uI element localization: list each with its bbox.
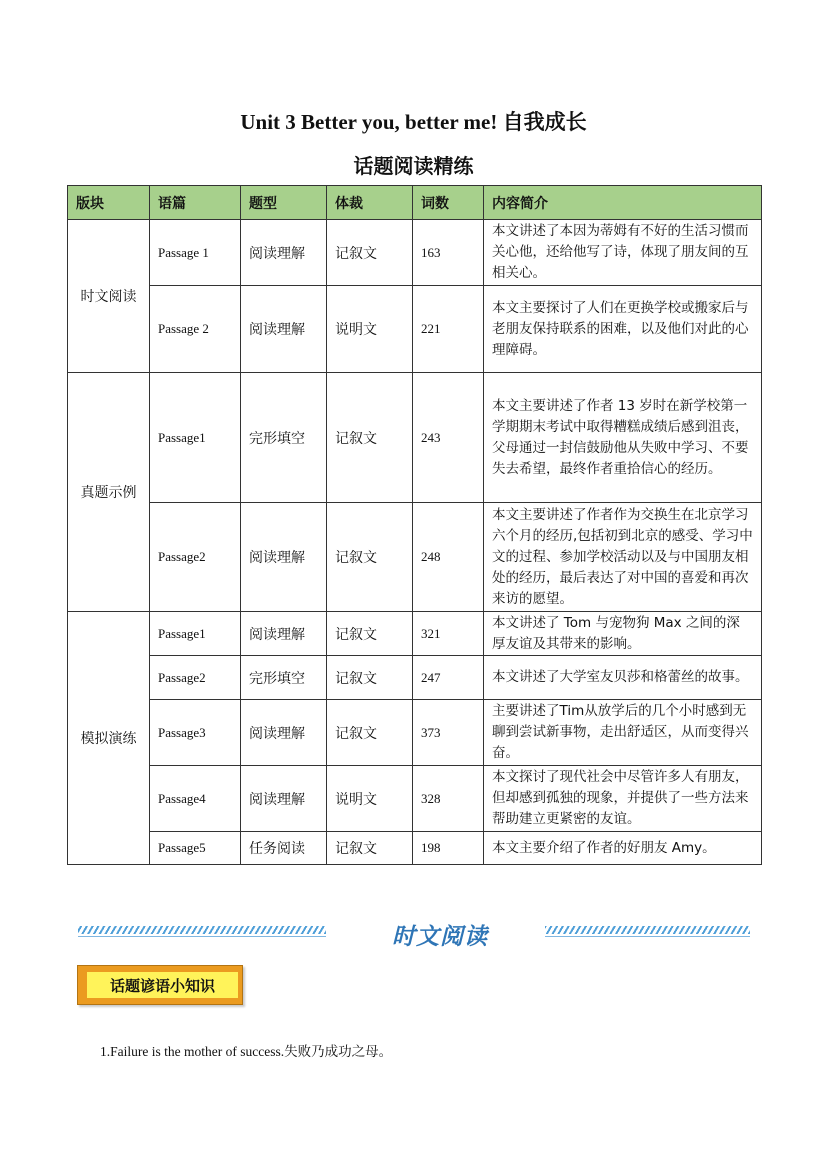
document-title: Unit 3 Better you, better me! 自我成长 (240, 110, 587, 134)
type-cell: 阅读理解 (241, 766, 327, 832)
intro-cell: 本文讲述了 Tom 与宠物狗 Max 之间的深厚友谊及其带来的影响。 (484, 612, 762, 656)
genre-cell: 记叙文 (327, 220, 413, 286)
block-cell: 模拟演练 (68, 612, 150, 865)
passage-cell: Passage2 (150, 656, 241, 700)
block-cell: 时文阅读 (68, 220, 150, 373)
passage-cell: Passage 2 (150, 286, 241, 373)
words-cell: 243 (413, 373, 484, 503)
genre-cell: 记叙文 (327, 612, 413, 656)
knowledge-label: 话题谚语小知识 (87, 972, 238, 998)
words-cell: 373 (413, 700, 484, 766)
table-row (68, 700, 762, 766)
intro-cell: 主要讲述了Tim从放学后的几个小时感到无聊到尝试新事物，走出舒适区，从而变得兴奋。 (484, 700, 762, 766)
header-cell: 词数 (413, 186, 484, 220)
type-cell: 任务阅读 (241, 832, 327, 865)
table-row (68, 503, 762, 612)
table-row (68, 286, 762, 373)
passage-cell: Passage3 (150, 700, 241, 766)
type-cell: 完形填空 (241, 656, 327, 700)
type-cell: 阅读理解 (241, 220, 327, 286)
intro-cell: 本文讲述了本因为蒂姆有不好的生活习惯而关心他，还给他写了诗，体现了朋友间的互相关心。 (484, 220, 762, 286)
table-row (68, 612, 762, 656)
decorative-line-right (545, 936, 750, 937)
header-cell: 题型 (241, 186, 327, 220)
document-subtitle: 话题阅读精练 (353, 154, 474, 178)
table-row (68, 832, 762, 865)
table-header-row (68, 186, 762, 220)
section-banner (0, 918, 827, 958)
intro-cell: 本文主要讲述了作者作为交换生在北京学习六个月的经历,包括初到北京的感受、学习中文的过程、参加学校活动以及与中国朋友相处的经历，最后表达了对中国的喜爱和再次来访的愿望。 (484, 503, 762, 612)
words-cell: 221 (413, 286, 484, 373)
intro-cell: 本文探讨了现代社会中尽管许多人有朋友，但却感到孤独的现象，并提供了一些方法来帮助建立更紧密的友谊。 (484, 766, 762, 832)
words-cell: 248 (413, 503, 484, 612)
decorative-stripe-left (78, 926, 326, 934)
intro-cell: 本文讲述了大学室友贝莎和格蕾丝的故事。 (484, 656, 762, 700)
genre-cell: 记叙文 (327, 700, 413, 766)
overview-table (67, 185, 762, 865)
block-cell: 真题示例 (68, 373, 150, 612)
genre-cell: 记叙文 (327, 832, 413, 865)
words-cell: 328 (413, 766, 484, 832)
header-cell: 内容简介 (484, 186, 762, 220)
decorative-stripe-right (545, 926, 750, 934)
intro-cell: 本文主要探讨了人们在更换学校或搬家后与老朋友保持联系的困难，以及他们对此的心理障碍。 (484, 286, 762, 373)
passage-cell: Passage1 (150, 612, 241, 656)
header-cell: 语篇 (150, 186, 241, 220)
type-cell: 阅读理解 (241, 286, 327, 373)
genre-cell: 说明文 (327, 286, 413, 373)
passage-cell: Passage1 (150, 373, 241, 503)
passage-cell: Passage2 (150, 503, 241, 612)
words-cell: 163 (413, 220, 484, 286)
knowledge-label-box (77, 965, 243, 1005)
genre-cell: 说明文 (327, 766, 413, 832)
type-cell: 阅读理解 (241, 700, 327, 766)
table-row (68, 220, 762, 286)
section-banner-title: 时文阅读 (392, 923, 488, 950)
words-cell: 321 (413, 612, 484, 656)
genre-cell: 记叙文 (327, 503, 413, 612)
decorative-line-left (78, 936, 326, 937)
type-cell: 阅读理解 (241, 612, 327, 656)
intro-cell: 本文主要介绍了作者的好朋友 Amy。 (484, 832, 762, 865)
table-row (68, 766, 762, 832)
words-cell: 247 (413, 656, 484, 700)
header-cell: 体裁 (327, 186, 413, 220)
words-cell: 198 (413, 832, 484, 865)
passage-cell: Passage5 (150, 832, 241, 865)
type-cell: 完形填空 (241, 373, 327, 503)
intro-cell: 本文主要讲述了作者 13 岁时在新学校第一学期期末考试中取得糟糕成绩后感到沮丧，父母通过一封信鼓励他从失败中学习、不要失去希望，最终作者重拾信心的经历。 (484, 373, 762, 503)
passage-cell: Passage 1 (150, 220, 241, 286)
type-cell: 阅读理解 (241, 503, 327, 612)
table-row (68, 373, 762, 503)
header-cell: 版块 (68, 186, 150, 220)
proverb-item: 1.Failure is the mother of success.失败乃成功之母。 (100, 1044, 393, 1059)
passage-cell: Passage4 (150, 766, 241, 832)
genre-cell: 记叙文 (327, 656, 413, 700)
genre-cell: 记叙文 (327, 373, 413, 503)
table-row (68, 656, 762, 700)
